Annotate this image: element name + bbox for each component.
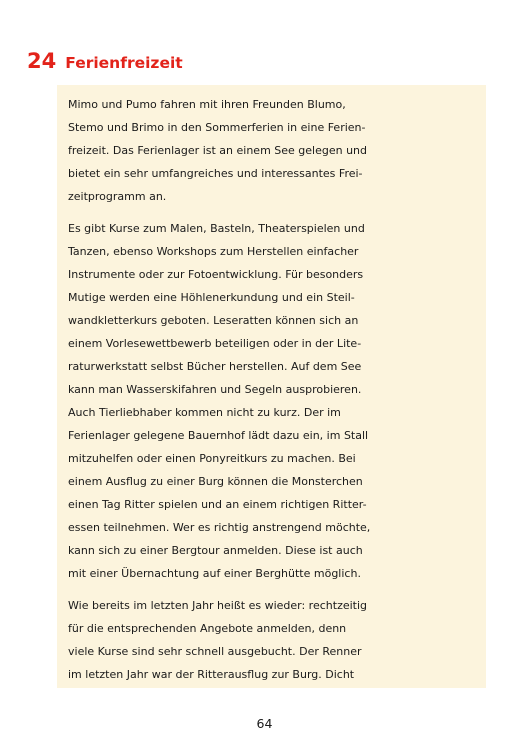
text-box <box>57 85 486 688</box>
text-line: Instrumente oder zur Fotoentwicklung. Für besonders <box>68 268 364 281</box>
paragraph-3 <box>68 594 486 686</box>
exercise-title: Ferienfreizeit <box>65 54 183 72</box>
text-line: zeitprogramm an. <box>68 190 167 203</box>
text-line: Stemo und Brimo in den Sommerferien in eine Ferien- <box>68 121 366 134</box>
text-line: viele Kurse sind sehr schnell ausgebucht. Der Renner <box>68 645 362 658</box>
text-line: mitzuhelfen oder einen Ponyreitkurs zu machen. Bei <box>68 452 356 465</box>
text-line: einen Tag Ritter spielen und an einem richtigen Ritter- <box>68 498 367 511</box>
text-line: Mimo und Pumo fahren mit ihren Freunden Blumo, <box>68 98 346 111</box>
text-line: mit einer Übernachtung auf einer Berghütte möglich. <box>68 567 361 580</box>
text-line: kann sich zu einer Bergtour anmelden. Diese ist auch <box>68 544 363 557</box>
text-line: Wie bereits im letzten Jahr heißt es wieder: rechtzeitig <box>68 599 368 612</box>
text-line: Ferienlager gelegene Bauernhof lädt dazu ein, im Stall <box>68 429 369 442</box>
text-line: Es gibt Kurse zum Malen, Basteln, Theaterspielen und <box>68 222 365 235</box>
paragraph-2 <box>68 217 486 585</box>
text-line: bietet ein sehr umfangreiches und interessantes Frei- <box>68 167 363 180</box>
text-line: für die entsprechenden Angebote anmelden, denn <box>68 622 347 635</box>
exercise-number: 24 <box>27 49 57 73</box>
text-line: freizeit. Das Ferienlager ist an einem See gelegen und <box>68 144 368 157</box>
text-line: kann man Wasserskifahren und Segeln ausprobieren. <box>68 383 362 396</box>
text-line: raturwerkstatt selbst Bücher herstellen. Auf dem See <box>68 360 362 373</box>
text-line: wandkletterkurs geboten. Leseratten können sich an <box>68 314 359 327</box>
text-line: Mutige werden eine Höhlenerkundung und ein Steil- <box>68 291 355 304</box>
exercise-header <box>27 49 183 73</box>
text-line: im letzten Jahr war der Ritterausflug zur Burg. Dicht <box>68 668 355 681</box>
text-line: einem Ausflug zu einer Burg können die Monsterchen <box>68 475 363 488</box>
text-line: einem Vorlesewettbewerb beteiligen oder in der Lite- <box>68 337 362 350</box>
page-number: 64 <box>256 716 273 731</box>
text-line: essen teilnehmen. Wer es richtig anstrengend möchte, <box>68 521 371 534</box>
text-line: Auch Tierliebhaber kommen nicht zu kurz. Der im <box>68 406 341 419</box>
paragraph-1 <box>68 93 486 208</box>
text-line: Tanzen, ebenso Workshops zum Herstellen einfacher <box>68 245 359 258</box>
